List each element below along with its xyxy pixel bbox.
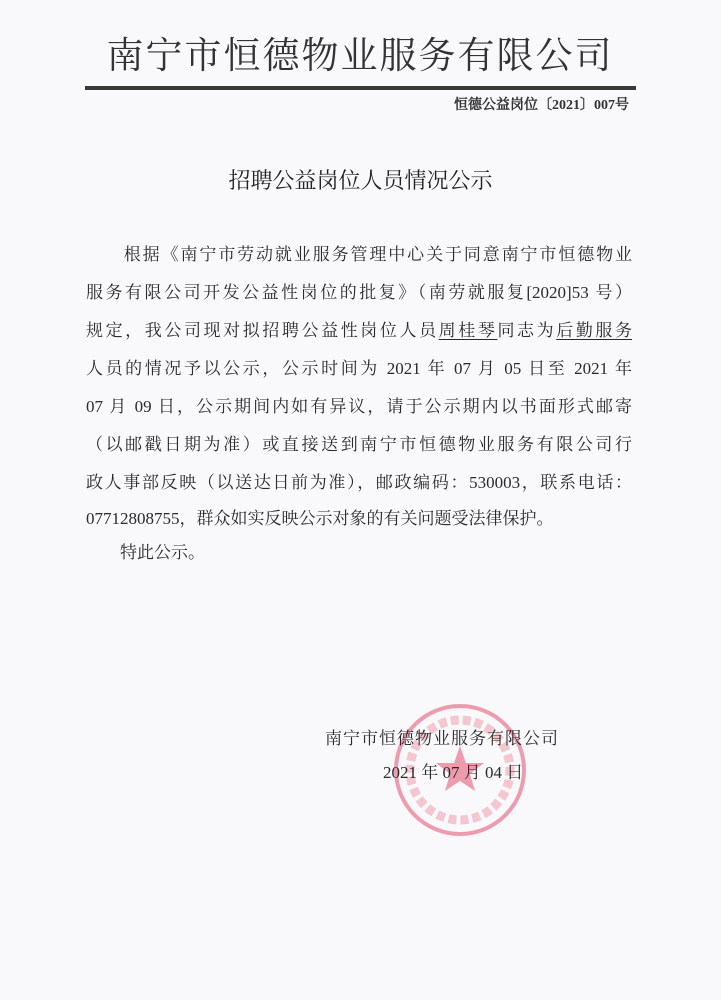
body-line (86, 319, 632, 343)
body-text: 规定，我公司现对拟招聘公益性岗位人员 (86, 321, 439, 340)
document-number: 恒德公益岗位〔2021〕007号 (454, 98, 629, 113)
body-line: 政人事部反映（以送达日前为准），邮政编码：530003，联系电话： (86, 473, 632, 492)
body-text: 同志为 (497, 321, 557, 340)
body-line: 人员的情况予以公示，公示时间为 2021 年 07 月 05 日至 2021 年 (86, 359, 632, 378)
signature-date: 2021 年 07 月 04 日 (383, 763, 524, 782)
position-name: 后勤服务 (556, 321, 633, 340)
body-line: 07712808755，群众如实反映公示对象的有关问题受法律保护。 (86, 509, 554, 528)
signature-org: 南宁市恒德物业服务有限公司 (325, 729, 559, 748)
document-heading: 招聘公益岗位人员情况公示 (228, 169, 493, 194)
body-line: 根据《南宁市劳动就业服务管理中心关于同意南宁市恒德物业 (86, 245, 632, 264)
body-line: 07 月 09 日，公示期间内如有异议，请于公示期内以书面形式邮寄 (86, 397, 632, 416)
body-line: 服务有限公司开发公益性岗位的批复》（南劳就服复[2020]53 号） (86, 283, 632, 302)
org-title: 南宁市恒德物业服务有限公司 (106, 34, 614, 77)
closing-line: 特此公示。 (86, 543, 205, 562)
header-rule (85, 86, 636, 90)
candidate-name: 周桂琴 (438, 321, 498, 340)
body-line: （以邮戳日期为准）或直接送到南宁市恒德物业服务有限公司行 (86, 435, 632, 454)
